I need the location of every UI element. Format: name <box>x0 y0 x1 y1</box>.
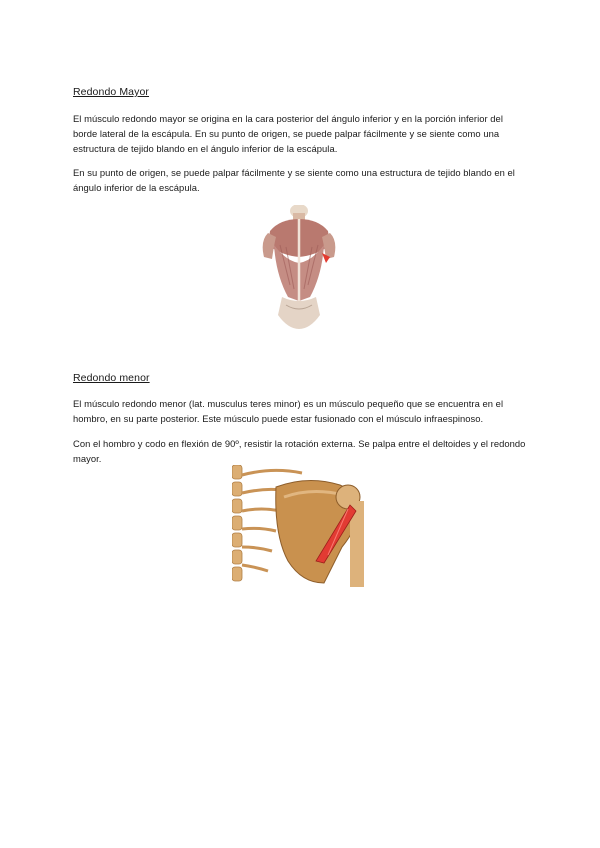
paragraph-redondo-menor-1: El músculo redondo menor (lat. musculus teres minor) es un músculo pequeño que se encuentra en el hombro, en su parte posterior. Este músculo puede estar fusionado con el músculo infraespinoso. <box>73 398 504 424</box>
back-muscles-illustration <box>260 205 338 330</box>
section-heading-redondo-mayor: Redondo Mayor <box>73 86 150 98</box>
section-heading-redondo-menor: Redondo menor <box>73 372 150 384</box>
scapula-teres-minor-illustration <box>232 465 364 587</box>
paragraph-redondo-mayor-2: En su punto de origen, se puede palpar fácilmente y se siente como una estructura de tejido blando en el ángulo inferior de la escápula. <box>73 167 515 193</box>
paragraph-redondo-menor-2: Con el hombro y codo en flexión de 90º, resistir la rotación externa. Se palpa entre el deltoides y el redondo mayor. <box>73 438 526 464</box>
paragraph-redondo-mayor-1: El músculo redondo mayor se origina en la cara posterior del ángulo inferior y en la porción inferior del borde lateral de la escápula. En su punto de origen, se puede palpar fácilmente y se siente como una estructura de tejido blando en el ángulo inferior de la escápula. <box>73 113 503 154</box>
